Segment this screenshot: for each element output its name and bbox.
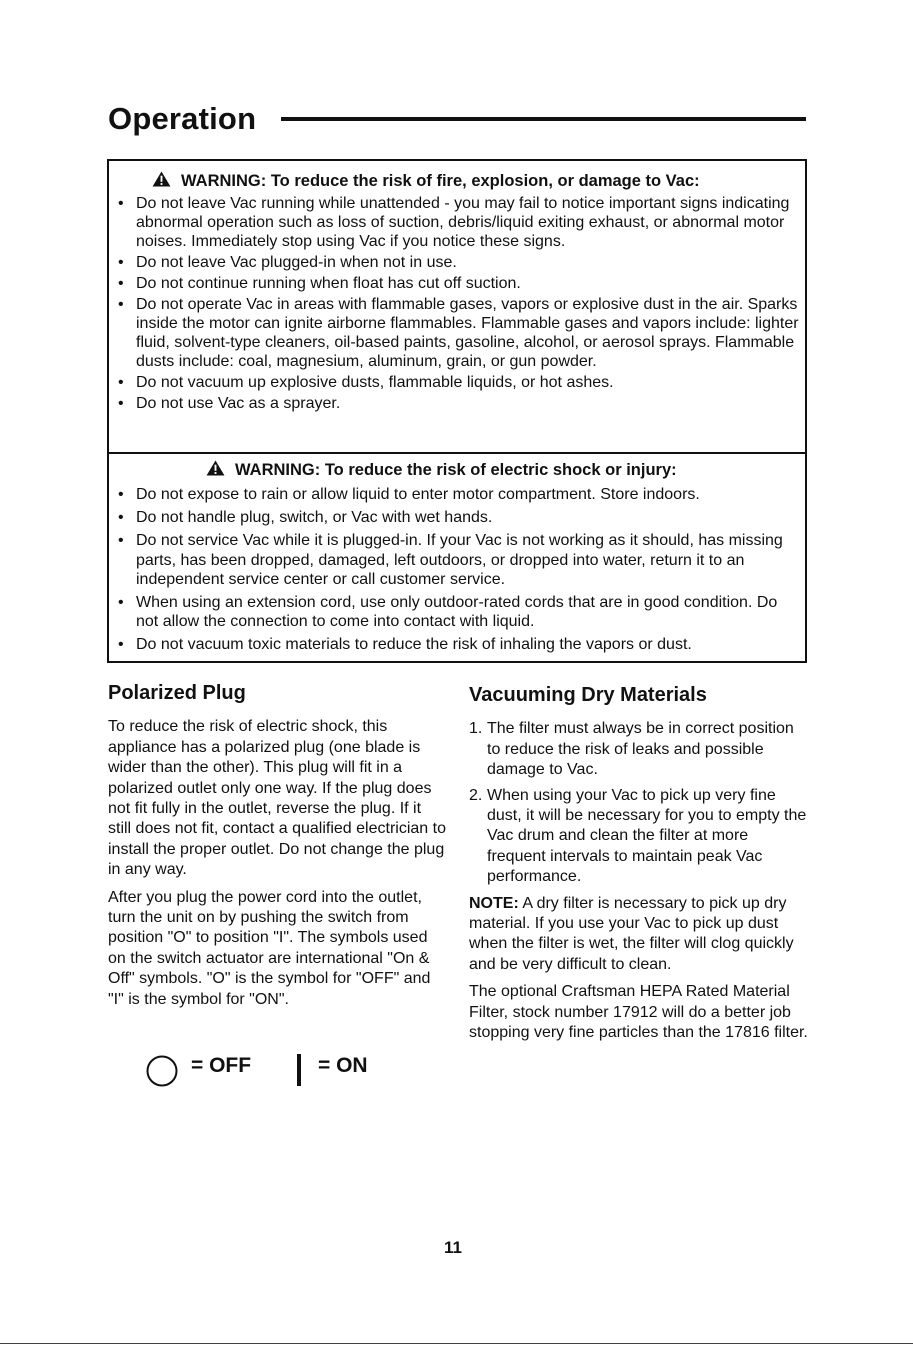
- note-paragraph: [469, 894, 811, 976]
- hepa-filter-paragraph: The optional Craftsman HEPA Rated Material Filter, stock number 17912 will do a better job stopping very fine particles than the 17816 filter.: [469, 983, 808, 1042]
- page-bottom-rule: [0, 1343, 913, 1344]
- polarized-plug-paragraph: To reduce the risk of electric shock, this appliance has a polarized plug (one blade is wider than the other). This plug will fit in a polarized outlet only one way. If the plug does not fit fully in the outlet, reverse the plug. If it still does not fit, contact a qualified electrician to install the proper outlet. Do not change the plug in any way.: [108, 718, 446, 879]
- shock-warning-list: [115, 485, 799, 659]
- fire-warning-text: WARNING: To reduce the risk of fire, explosion, or damage to Vac:: [181, 172, 700, 190]
- list-item: • Do not handle plug, switch, or Vac with wet hands.: [115, 508, 799, 527]
- list-item: • Do not leave Vac plugged-in when not in use.: [115, 253, 799, 272]
- shock-warning-heading: [206, 460, 677, 480]
- list-item: • Do not vacuum toxic materials to reduce the risk of inhaling the vapors or dust.: [115, 635, 799, 654]
- list-item: • Do not vacuum up explosive dusts, flammable liquids, or hot ashes.: [115, 373, 799, 392]
- page-title: Operation: [108, 101, 257, 136]
- list-item: • Do not continue running when float has cut off suction.: [115, 274, 799, 293]
- on-symbol-label: = ON: [318, 1054, 368, 1077]
- warning-triangle-icon: [206, 460, 225, 476]
- list-item: • Do not leave Vac running while unattended - you may fail to notice important signs indicating abnormal operation such as loss of suction, debris/liquid exiting exhaust, or abnormal motor noises. Immediately stop using Vac if you notice these signs.: [115, 194, 799, 252]
- off-circle-icon: [145, 1054, 179, 1088]
- shock-warning-text: WARNING: To reduce the risk of electric shock or injury:: [235, 461, 677, 479]
- polarized-plug-heading: Polarized Plug: [108, 682, 246, 704]
- list-item: • Do not use Vac as a sprayer.: [115, 394, 799, 413]
- list-item: • When using an extension cord, use only outdoor-rated cords that are in good condition. Do not allow the connection to come into contact with liquid.: [115, 593, 799, 631]
- note-text: A dry filter is necessary to pick up dry material. If you use your Vac to pick up dust when the filter is wet, the filter will clog quickly and be very difficult to clean.: [469, 894, 794, 973]
- title-rule: [281, 117, 806, 121]
- vacuuming-steps: [469, 719, 811, 887]
- warning-box: [107, 159, 807, 663]
- note-label: NOTE:: [469, 894, 519, 912]
- vacuuming-dry-section: [469, 685, 811, 1051]
- polarized-plug-section: [108, 683, 448, 1017]
- list-item: • Do not service Vac while it is plugged-in. If your Vac is not working as it should, has missing parts, has been dropped, damaged, left outdoors, or dropped into water, return it to an independent service center or call customer service.: [115, 531, 799, 589]
- off-symbol-label: = OFF: [191, 1054, 252, 1077]
- warning-triangle-icon: [152, 171, 171, 187]
- vacuuming-dry-heading: Vacuuming Dry Materials: [469, 684, 707, 706]
- fire-warning-list: [115, 194, 799, 414]
- page-number: 11: [444, 1238, 462, 1257]
- list-item: • Do not operate Vac in areas with flammable gases, vapors or explosive dust in the air. Sparks inside the motor can ignite airborne flammables. Flammable gases and vapors include: lighter fluid, solvent-type cleaners, oil-based paints, gasoline, alcohol, or aerosol sprays. Flammable dusts include: coal, magnesium, aluminum, grain, or gun powder.: [115, 295, 799, 372]
- fire-warning-heading: [152, 171, 700, 191]
- list-item: 2. When using your Vac to pick up very fine dust, it will be necessary for you to empty the Vac drum and clean the filter at more frequent intervals to maintain peak Vac performance.: [469, 786, 807, 886]
- on-bar-icon: [297, 1054, 301, 1086]
- switch-paragraph: After you plug the power cord into the outlet, turn the unit on by pushing the switch from position "O" to position "I". The symbols used on the switch actuator are international "On & Off" symbols. "O" is the symbol for "OFF" and "I" is the symbol for "ON".: [108, 888, 431, 1008]
- warning-divider: [109, 452, 805, 454]
- list-item: • Do not expose to rain or allow liquid to enter motor compartment. Store indoors.: [115, 485, 799, 504]
- list-item: 1. The filter must always be in correct position to reduce the risk of leaks and possible damage to Vac.: [469, 720, 794, 779]
